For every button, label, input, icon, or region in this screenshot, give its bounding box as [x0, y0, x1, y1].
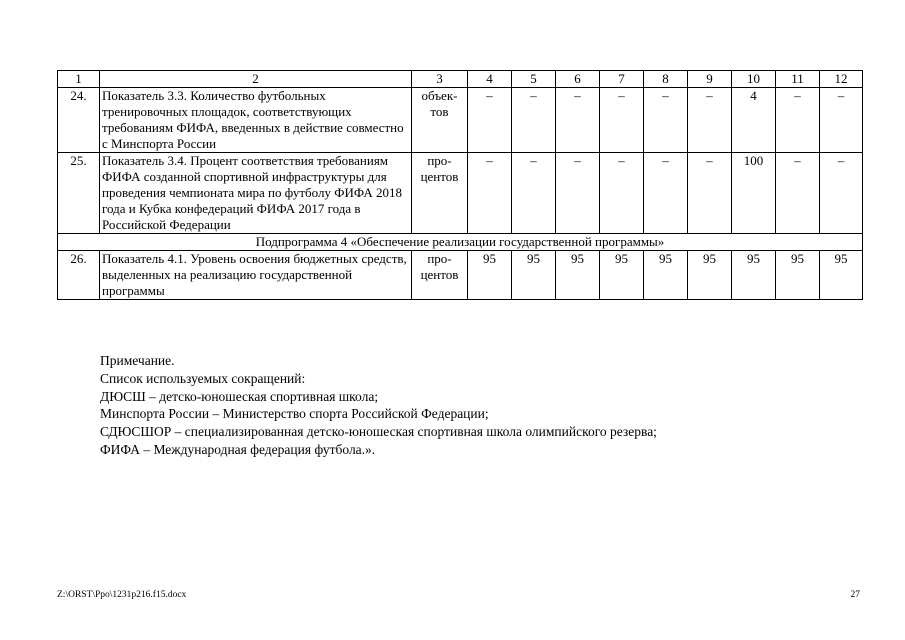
subprogram-row [58, 234, 863, 251]
subprogram-title: Подпрограмма 4 «Обеспечение реализации государственной программы» [58, 234, 863, 251]
header-cell: 7 [600, 71, 644, 88]
value-cell: – [688, 88, 732, 153]
unit-cell: про-центов [412, 251, 468, 300]
value-cell: 95 [776, 251, 820, 300]
file-path: Z:\ORST\Ppo\1231p216.f15.docx [57, 590, 187, 600]
header-cell: 9 [688, 71, 732, 88]
abbreviations-title: Список используемых сокращений: [100, 370, 306, 386]
value-cell: 100 [732, 153, 776, 234]
header-cell: 10 [732, 71, 776, 88]
value-cell: – [820, 153, 863, 234]
abbreviation-item: СДЮСШОР – специализированная детско-юношеская спортивная школа олимпийского резерва; [100, 424, 657, 440]
header-cell: 8 [644, 71, 688, 88]
value-cell: 95 [556, 251, 600, 300]
table-row [58, 251, 863, 300]
value-cell: – [776, 153, 820, 234]
value-cell: – [556, 88, 600, 153]
value-cell: 95 [820, 251, 863, 300]
header-cell: 1 [58, 71, 100, 88]
row-number: 25. [58, 153, 100, 234]
indicator-name: Показатель 4.1. Уровень освоения бюджетных средств, выделенных на реализацию государственной программы [100, 251, 412, 300]
value-cell: – [600, 88, 644, 153]
value-cell: – [644, 153, 688, 234]
page-number: 27 [850, 590, 860, 600]
unit-cell: объек-тов [412, 88, 468, 153]
table-header-row [58, 71, 863, 88]
value-cell: – [512, 88, 556, 153]
value-cell: 4 [732, 88, 776, 153]
notes-block [100, 352, 657, 459]
value-cell: – [688, 153, 732, 234]
indicator-name: Показатель 3.3. Количество футбольных тренировочных площадок, соответствующих требованиям ФИФА, введенных в действие совместно с Минспорта России [100, 88, 412, 153]
header-cell: 2 [100, 71, 412, 88]
header-cell: 11 [776, 71, 820, 88]
indicators-table [57, 70, 863, 300]
notes-title: Примечание. [100, 353, 175, 368]
value-cell: – [820, 88, 863, 153]
value-cell: – [468, 153, 512, 234]
value-cell: 95 [468, 251, 512, 300]
table-row [58, 153, 863, 234]
value-cell: – [512, 153, 556, 234]
header-cell: 4 [468, 71, 512, 88]
abbreviation-item: ФИФА – Международная федерация футбола.». [100, 441, 376, 457]
value-cell: 95 [688, 251, 732, 300]
value-cell: – [776, 88, 820, 153]
unit-cell: про-центов [412, 153, 468, 234]
indicator-name: Показатель 3.4. Процент соответствия требованиям ФИФА созданной спортивной инфраструктуры для проведения чемпионата мира по футболу ФИФА 2018 года и Кубка конфедераций ФИФА 2017 года в Российской Федерации [100, 153, 412, 234]
header-cell: 12 [820, 71, 863, 88]
abbreviation-item: Минспорта России – Министерство спорта Российской Федерации; [100, 406, 489, 422]
header-cell: 3 [412, 71, 468, 88]
header-cell: 5 [512, 71, 556, 88]
row-number: 24. [58, 88, 100, 153]
value-cell: – [644, 88, 688, 153]
value-cell: – [600, 153, 644, 234]
table-row [58, 88, 863, 153]
row-number: 26. [58, 251, 100, 300]
value-cell: 95 [600, 251, 644, 300]
header-cell: 6 [556, 71, 600, 88]
value-cell: 95 [512, 251, 556, 300]
value-cell: 95 [732, 251, 776, 300]
value-cell: – [556, 153, 600, 234]
value-cell: 95 [644, 251, 688, 300]
value-cell: – [468, 88, 512, 153]
abbreviation-item: ДЮСШ – детско-юношеская спортивная школа; [100, 388, 379, 404]
